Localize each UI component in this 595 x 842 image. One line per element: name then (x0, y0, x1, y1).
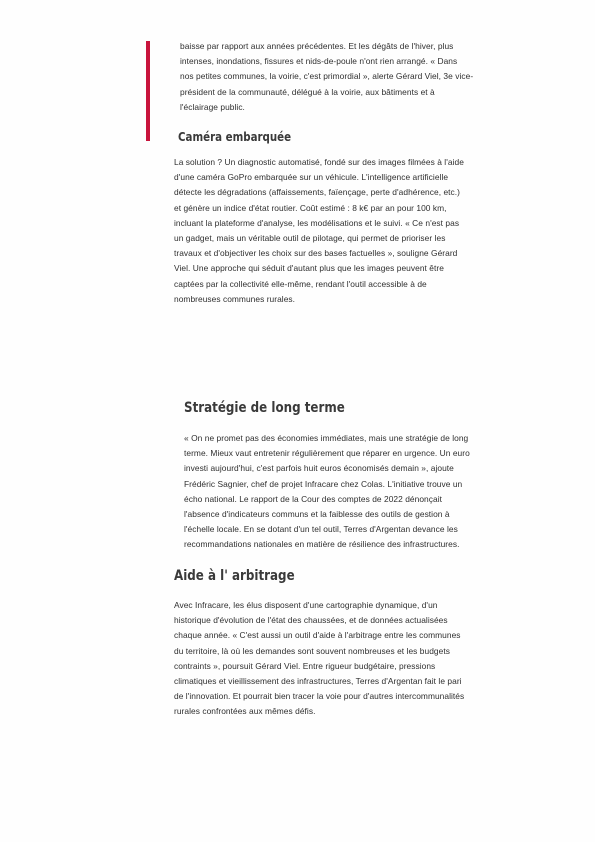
section-heading: Caméra embarquée (178, 129, 292, 144)
section-strategie-body (184, 431, 470, 553)
section-paragraph (174, 155, 464, 307)
text-line: investi aujourd'hui, c'est parfois huit euros économisés demain », ajoute (184, 463, 454, 474)
text-line: Viel. Une approche qui séduit d'autant plus que les images peuvent être (174, 263, 444, 274)
text-line: chaque année. « C'est aussi un outil d'aide à l'arbitrage entre les communes (174, 630, 461, 641)
text-line: « On ne promet pas des économies immédiates, mais une stratégie de long (184, 433, 469, 443)
intro-block (180, 39, 473, 115)
text-line: climatiques et vieillissement des infrastructures, Terres d'Argentan fait le pari (174, 676, 462, 687)
text-line: contraints », poursuit Gérard Viel. Entre rigueur budgétaire, pressions (174, 660, 436, 671)
text-line: nombreuses communes rurales. (174, 293, 296, 304)
text-line: président de la communauté, délégué à la voirie, aux bâtiments et à (180, 86, 435, 97)
text-line: travaux et d'objectiver les choix sur des bases factuelles », souligne Gérard (174, 248, 458, 259)
section-arbitrage-body (174, 598, 464, 720)
text-line: et génère un indice d'état routier. Coût estimé : 8 k€ par an pour 100 km, (174, 202, 447, 213)
section-heading: Aide à l' arbitrage (174, 568, 295, 584)
text-line: détecte les dégradations (affaissements, faïençage, perte d'adhérence, etc.) (174, 187, 460, 198)
text-line: La solution ? Un diagnostic automatisé, fondé sur des images filmées à l'aide (174, 157, 464, 167)
text-line: écho national. Le rapport de la Cour des comptes de 2022 dénonçait (184, 493, 442, 504)
text-line: captées par la collectivité elle-même, rendant l'outil accessible à de (174, 278, 427, 289)
text-line: l'éclairage public. (180, 101, 245, 112)
text-line: nos petites communes, la voirie, c'est primordial », alerte Gérard Viel, 3e vice- (180, 71, 474, 82)
quote-accent-bar (146, 41, 150, 141)
text-line: intenses, inondations, fissures et nids-de-poule n'ont rien arrangé. « Dans (180, 56, 458, 67)
text-line: Frédéric Sagnier, chef de projet Infracare chez Colas. L'initiative trouve un (184, 478, 463, 489)
text-line: baisse par rapport aux années précédentes. Et les dégâts de l'hiver, plus (180, 41, 454, 51)
text-line: l'échelle locale. En se dotant d'un tel outil, Terres d'Argentan devance les (184, 524, 458, 535)
intro-paragraph (180, 39, 473, 115)
text-line: incluant la plateforme d'analyse, les modélisations et le suivi. « Ce n'est pas (174, 217, 460, 228)
section-camera-body (174, 155, 464, 307)
section-arbitrage (174, 568, 321, 584)
text-line: Avec Infracare, les élus disposent d'une cartographie dynamique, d'un (174, 600, 438, 610)
section-paragraph (174, 598, 464, 720)
section-camera (178, 129, 316, 144)
text-line: d'une caméra GoPro embarquée sur un véhicule. L'intelligence artificielle (174, 172, 449, 183)
text-line: de l'innovation. Et pourrait bien tracer la voie pour d'autres intercommunalités (174, 691, 465, 702)
section-paragraph (184, 431, 470, 553)
text-line: recommandations nationales en matière de résilience des infrastructures. (184, 539, 460, 550)
text-line: terme. Mieux vaut entretenir régulièrement que réparer en urgence. Un euro (184, 448, 470, 459)
text-line: rurales confrontées aux mêmes défis. (174, 706, 316, 717)
text-line: un gadget, mais un véritable outil de pilotage, qui permet de prioriser les (174, 233, 446, 244)
text-line: historique d'évolution de l'état des chaussées, et de données actualisées (174, 615, 448, 626)
text-line: du territoire, là où les demandes sont souvent nombreuses et les budgets (174, 645, 450, 656)
section-strategie (184, 400, 380, 416)
section-heading: Stratégie de long terme (184, 400, 345, 416)
text-line: l'absence d'indicateurs communs et la faiblesse des outils de gestion à (184, 509, 450, 520)
